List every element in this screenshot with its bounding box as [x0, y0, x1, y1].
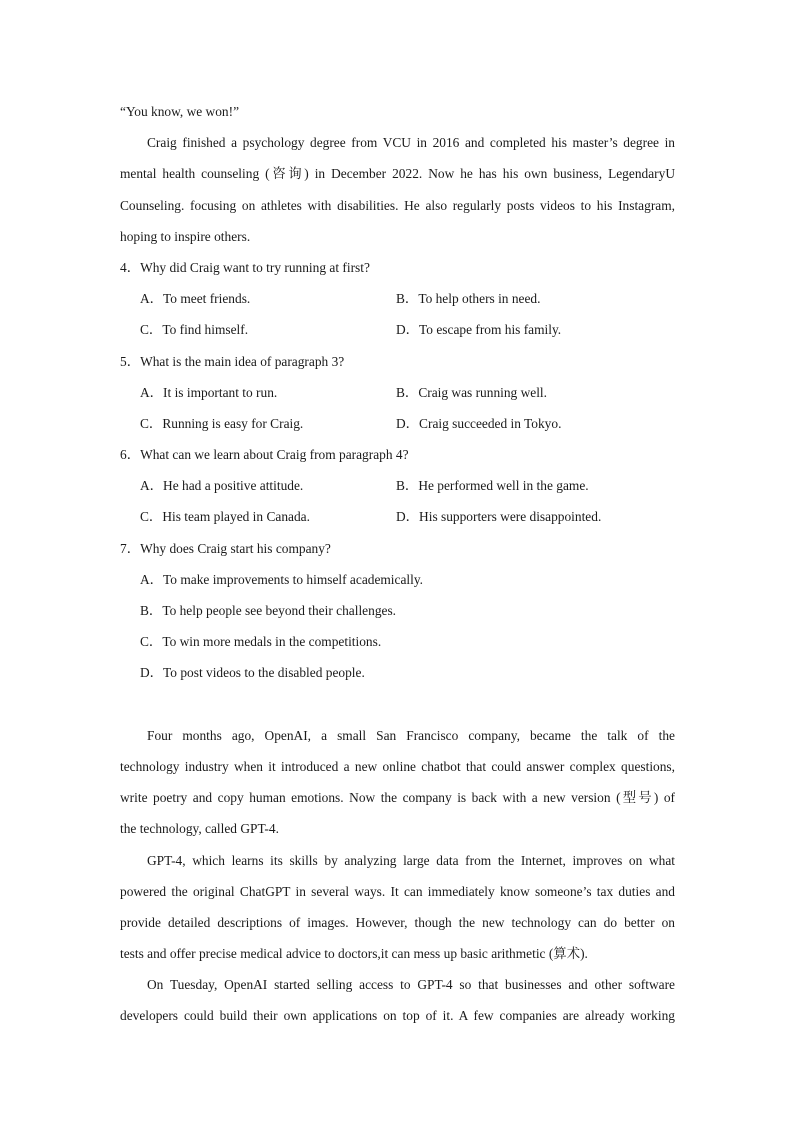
paragraph-line: Four months ago, OpenAI, a small San Francisco company, became the talk of the	[147, 727, 675, 743]
option-b: B．To help others in need.	[396, 291, 541, 307]
quote-line: “You know, we won!”	[120, 104, 240, 119]
question-stem: 4．Why did Craig want to try running at first?	[120, 259, 370, 275]
paragraph-line: write poetry and copy human emotions. Now the company is back with a new version (型号) of	[120, 790, 675, 806]
paragraph-line: Craig finished a psychology degree from VCU in 2016 and completed his master’s degree in	[147, 135, 675, 151]
option-row	[120, 283, 675, 314]
option-row	[120, 408, 675, 439]
option-d: D．His supporters were disappointed.	[396, 509, 602, 525]
option-row	[120, 377, 675, 408]
option-c: C．To win more medals in the competitions.	[140, 634, 382, 650]
option-row	[120, 564, 675, 595]
option-b: B．Craig was running well.	[396, 384, 547, 400]
option-row	[120, 470, 675, 501]
option-b: B．He performed well in the game.	[396, 478, 589, 494]
paragraph-line: provide detailed descriptions of images. However, though the new technology can do better on	[120, 914, 675, 930]
paragraph-line: GPT-4, which learns its skills by analyzing large data from the Internet, improves on what	[147, 852, 675, 868]
option-a: A．It is important to run.	[140, 384, 278, 400]
paragraph-line: tests and offer precise medical advice to doctors,it can mess up basic arithmetic (算术).	[120, 946, 588, 962]
option-d: D．To post videos to the disabled people.	[140, 665, 365, 681]
option-row	[120, 595, 675, 626]
option-b: B．To help people see beyond their challenges.	[140, 603, 397, 618]
option-d: D．Craig succeeded in Tokyo.	[396, 415, 562, 431]
option-row	[120, 314, 675, 345]
paragraph-line: mental health counseling (咨询) in December 2022. Now he has his own business, LegendaryU	[120, 166, 675, 182]
option-a: A．To meet friends.	[140, 291, 251, 307]
paragraph-line: On Tuesday, OpenAI started selling access to GPT-4 so that businesses and other software	[147, 977, 675, 993]
option-row	[120, 657, 675, 688]
option-row	[120, 501, 675, 532]
option-d: D．To escape from his family.	[396, 322, 562, 338]
option-row	[120, 626, 675, 657]
paragraph-line: developers could build their own applications on top of it. A few companies are already working	[120, 1008, 675, 1024]
section-gap	[120, 689, 675, 720]
paragraph-line: the technology, called GPT-4.	[120, 821, 279, 837]
question-stem: 5．What is the main idea of paragraph 3?	[120, 353, 345, 369]
option-a: A．To make improvements to himself academically.	[140, 571, 424, 587]
option-c: C．Running is easy for Craig.	[140, 415, 304, 431]
paragraph-line: Counseling. focusing on athletes with disabilities. He also regularly posts videos to his Instagram,	[120, 197, 675, 213]
option-a: A．He had a positive attitude.	[140, 478, 304, 494]
document-content	[120, 96, 675, 1032]
paragraph-line: hoping to inspire others.	[120, 228, 251, 244]
question-stem: 6．What can we learn about Craig from paragraph 4?	[120, 447, 409, 463]
option-c: C．To find himself.	[140, 322, 249, 338]
question-stem: 7．Why does Craig start his company?	[120, 540, 331, 556]
paragraph-line: powered the original ChatGPT in several ways. It can immediately know someone’s tax duties and	[120, 883, 675, 899]
option-c: C．His team played in Canada.	[140, 509, 310, 525]
paragraph-line: technology industry when it introduced a new online chatbot that could answer complex questions,	[120, 758, 675, 774]
